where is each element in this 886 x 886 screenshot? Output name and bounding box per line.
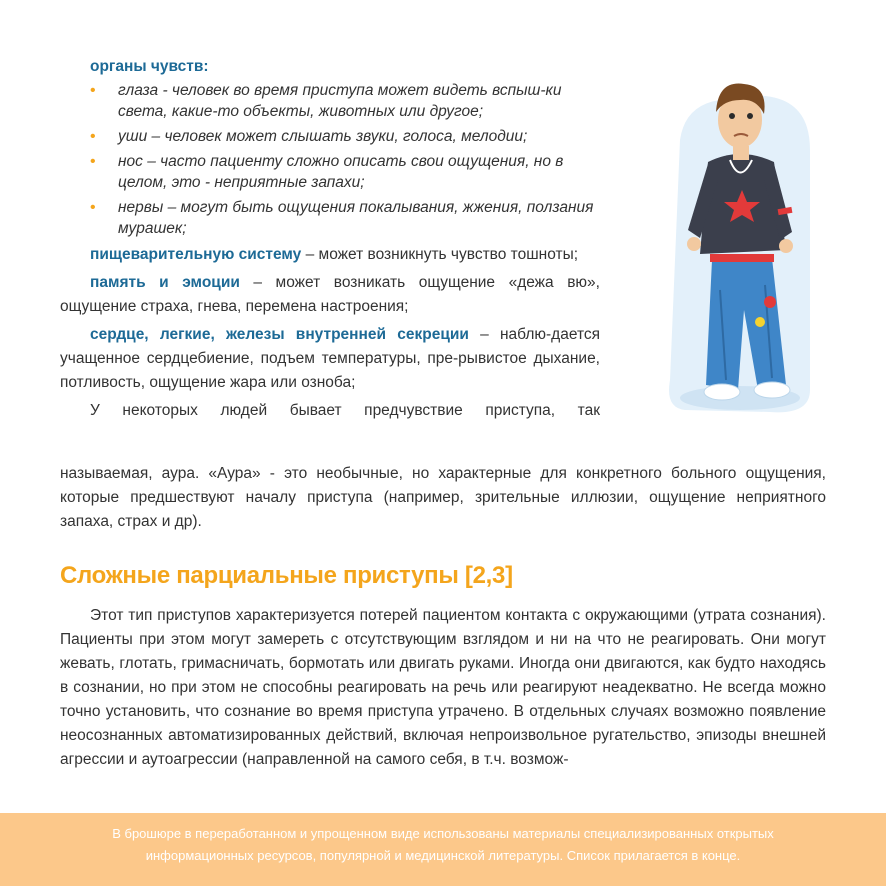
left-column (60, 56, 600, 427)
footer-line-1: В брошюре в переработанном и упрощенном виде использованы материалы специализированных открытых (112, 826, 774, 841)
digestive-term: пищеварительную систему (90, 246, 302, 263)
footer-line-2: информационных ресурсов, популярной и медицинской литературы. Список прилагается в конце. (145, 848, 741, 863)
section-body: Этот тип приступов характеризуется потерей пациентом контакта с окружающими (утрата сознания). Пациенты при этом могут замереть с отсутствующим взглядом и ни на что не реагировать. Они могут жевать, глотать, гримасничать, бормотать или двигать руками. Иногда они двигаются, как будто находясь в сознании, но при этом не способны реагировать на речь или реагируют неадекватно. Не всегда можно точно установить, что сознание во время приступа утрачено. В отдельных случаях возможно появление неосознанных автоматизированных действий, включая непроизвольное ругательство, эпизоды внешней агрессии и аутоагрессии (направленной на самого себя, в т.ч. возмож- (60, 607, 826, 768)
list-item: • уши – человек может слышать звуки, голоса, мелодии; (90, 128, 528, 145)
digestive-paragraph: пищеварительную систему – может возникнуть чувство тошноты; (90, 246, 579, 263)
list-item: • глаза - человек во время приступа может видеть вспыш-ки света, какие-то объекты, животных или другое; (90, 82, 562, 120)
memory-term: память и эмоции (90, 274, 240, 291)
footer-note (60, 823, 826, 867)
senses-heading: органы чувств: (90, 58, 209, 75)
list-item: • нос – часто пациенту сложно описать свои ощущения, но в целом, это - неприятные запахи; (90, 153, 564, 191)
senses-list (60, 80, 600, 239)
bullet-dot-icon: • (90, 153, 96, 170)
teen-illustration (660, 60, 820, 420)
heart-paragraph: сердце, легкие, железы внутренней секреции – наблю-дается учащенное сердцебиение, подъем температуры, пре-рывистое дыхание, потливость, ощущение жара или озноба; (60, 326, 601, 391)
bullet-dot-icon: • (90, 82, 96, 99)
heart-term: сердце, легкие, железы внутренней секреции (90, 326, 469, 343)
aura-paragraph-start: У некоторых людей бывает предчувствие приступа, так (90, 402, 600, 419)
memory-paragraph: память и эмоции – может возникать ощущение «дежа вю», ощущение страха, гнева, перемена настроения; (60, 274, 600, 315)
footer-bar (0, 813, 886, 886)
aura-paragraph-rest: называемая, аура. «Аура» - это необычные, но характерные для конкретного больного ощущения, которые предшествуют началу приступа (например, зрительные иллюзии, ощущение неприятного запаха, страх и др). (60, 465, 826, 530)
bullet-dot-icon: • (90, 199, 96, 216)
section-title: Сложные парциальные приступы [2,3] (60, 562, 513, 589)
list-item: • нервы – могут быть ощущения покалывания, жжения, ползания мурашек; (90, 199, 594, 237)
bullet-dot-icon: • (90, 128, 96, 145)
